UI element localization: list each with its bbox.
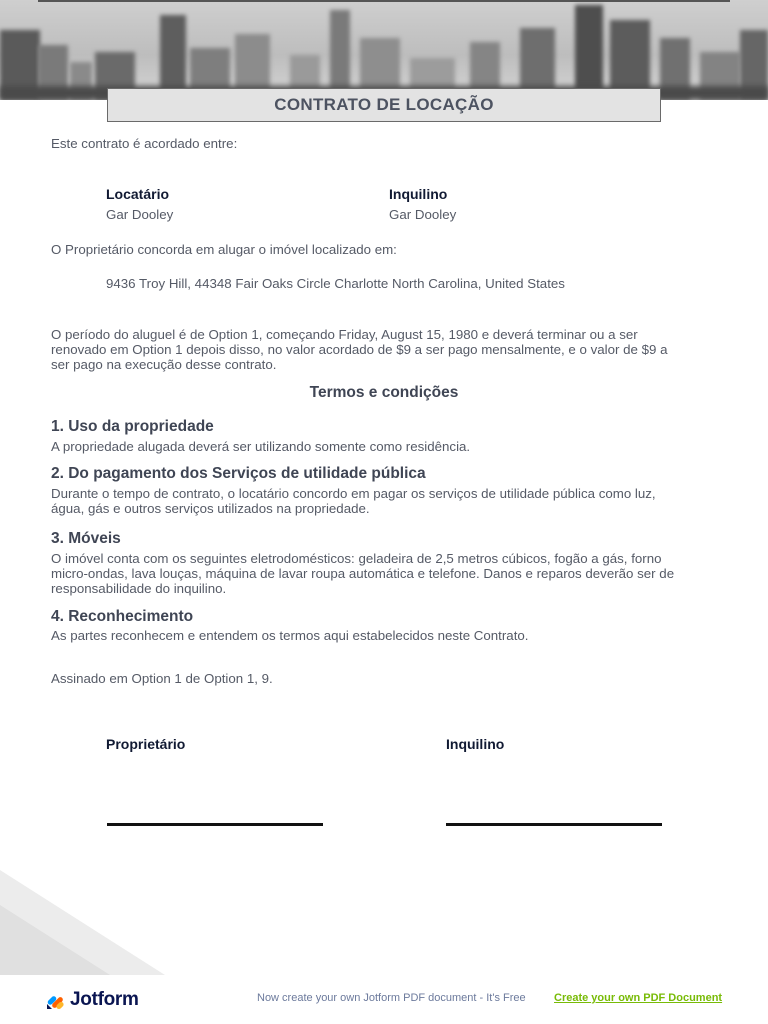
footer-bar — [0, 978, 768, 1024]
jotform-logo-text: Jotform — [70, 989, 139, 1010]
section-2-line-1: Durante o tempo de contrato, o locatário concordo em pagar os serviços de utilidade pública como luz, — [51, 486, 656, 501]
period-line-1: O período do aluguel é de Option 1, começando Friday, August 15, 1980 e deverá terminar ou a ser — [51, 327, 638, 342]
period-line-3: ser pago na execução desse contrato. — [51, 357, 277, 372]
header-cityscape-image — [0, 0, 768, 100]
section-4-line-1: As partes reconhecem e entendem os termos aqui estabelecidos neste Contrato. — [51, 628, 529, 643]
document-title: CONTRATO DE LOCAÇÃO — [274, 95, 494, 114]
section-1-heading: 1. Uso da propriedade — [51, 418, 214, 435]
party-name-locatario: Gar Dooley — [106, 207, 174, 222]
party-name-inquilino: Gar Dooley — [389, 207, 457, 222]
section-3-heading: 3. Móveis — [51, 530, 121, 547]
signature-line-inquilino — [446, 823, 662, 826]
signed-date-text: Assinado em Option 1 de Option 1, 9. — [51, 671, 273, 686]
signature-label-proprietario: Proprietário — [106, 736, 186, 752]
create-pdf-document-link[interactable]: Create your own PDF Document — [554, 992, 723, 1004]
section-4-heading: 4. Reconhecimento — [51, 608, 194, 625]
period-line-2: renovado em Option 1 depois disso, no valor acordado de $9 a ser pago mensalmente, e o valor de $9 a — [51, 342, 668, 357]
jotform-logo[interactable] — [46, 989, 139, 1011]
section-3-line-3: responsabilidade do inquilino. — [51, 581, 227, 596]
property-address: 9436 Troy Hill, 44348 Fair Oaks Circle Charlotte North Carolina, United States — [106, 276, 565, 291]
property-intro-text: O Proprietário concorda em alugar o imóvel localizado em: — [51, 242, 397, 257]
document-title-box — [107, 88, 661, 122]
footer-note: Now create your own Jotform PDF document - It's Free — [257, 992, 526, 1004]
section-1-line-1: A propriedade alugada deverá ser utilizando somente como residência. — [51, 439, 471, 454]
signature-label-inquilino: Inquilino — [446, 736, 505, 752]
section-3-line-2: micro-ondas, lava louças, máquina de lavar roupa automática e telefone. Danos e reparos deverão ser de — [51, 566, 675, 581]
jotform-logo-icon — [46, 990, 66, 1010]
party-label-locatario: Locatário — [106, 186, 170, 202]
signature-line-proprietario — [107, 823, 323, 826]
section-2-heading: 2. Do pagamento dos Serviços de utilidade pública — [51, 465, 426, 482]
section-3-line-1: O imóvel conta com os seguintes eletrodomésticos: geladeira de 2,5 metros cúbicos, fogão a gás, forno — [51, 551, 662, 566]
section-2-line-2: água, gás e outros serviços utilizados na propriedade. — [51, 501, 370, 516]
intro-text: Este contrato é acordado entre: — [51, 136, 238, 151]
terms-heading: Termos e condições — [309, 384, 459, 401]
party-label-inquilino: Inquilino — [389, 186, 448, 202]
